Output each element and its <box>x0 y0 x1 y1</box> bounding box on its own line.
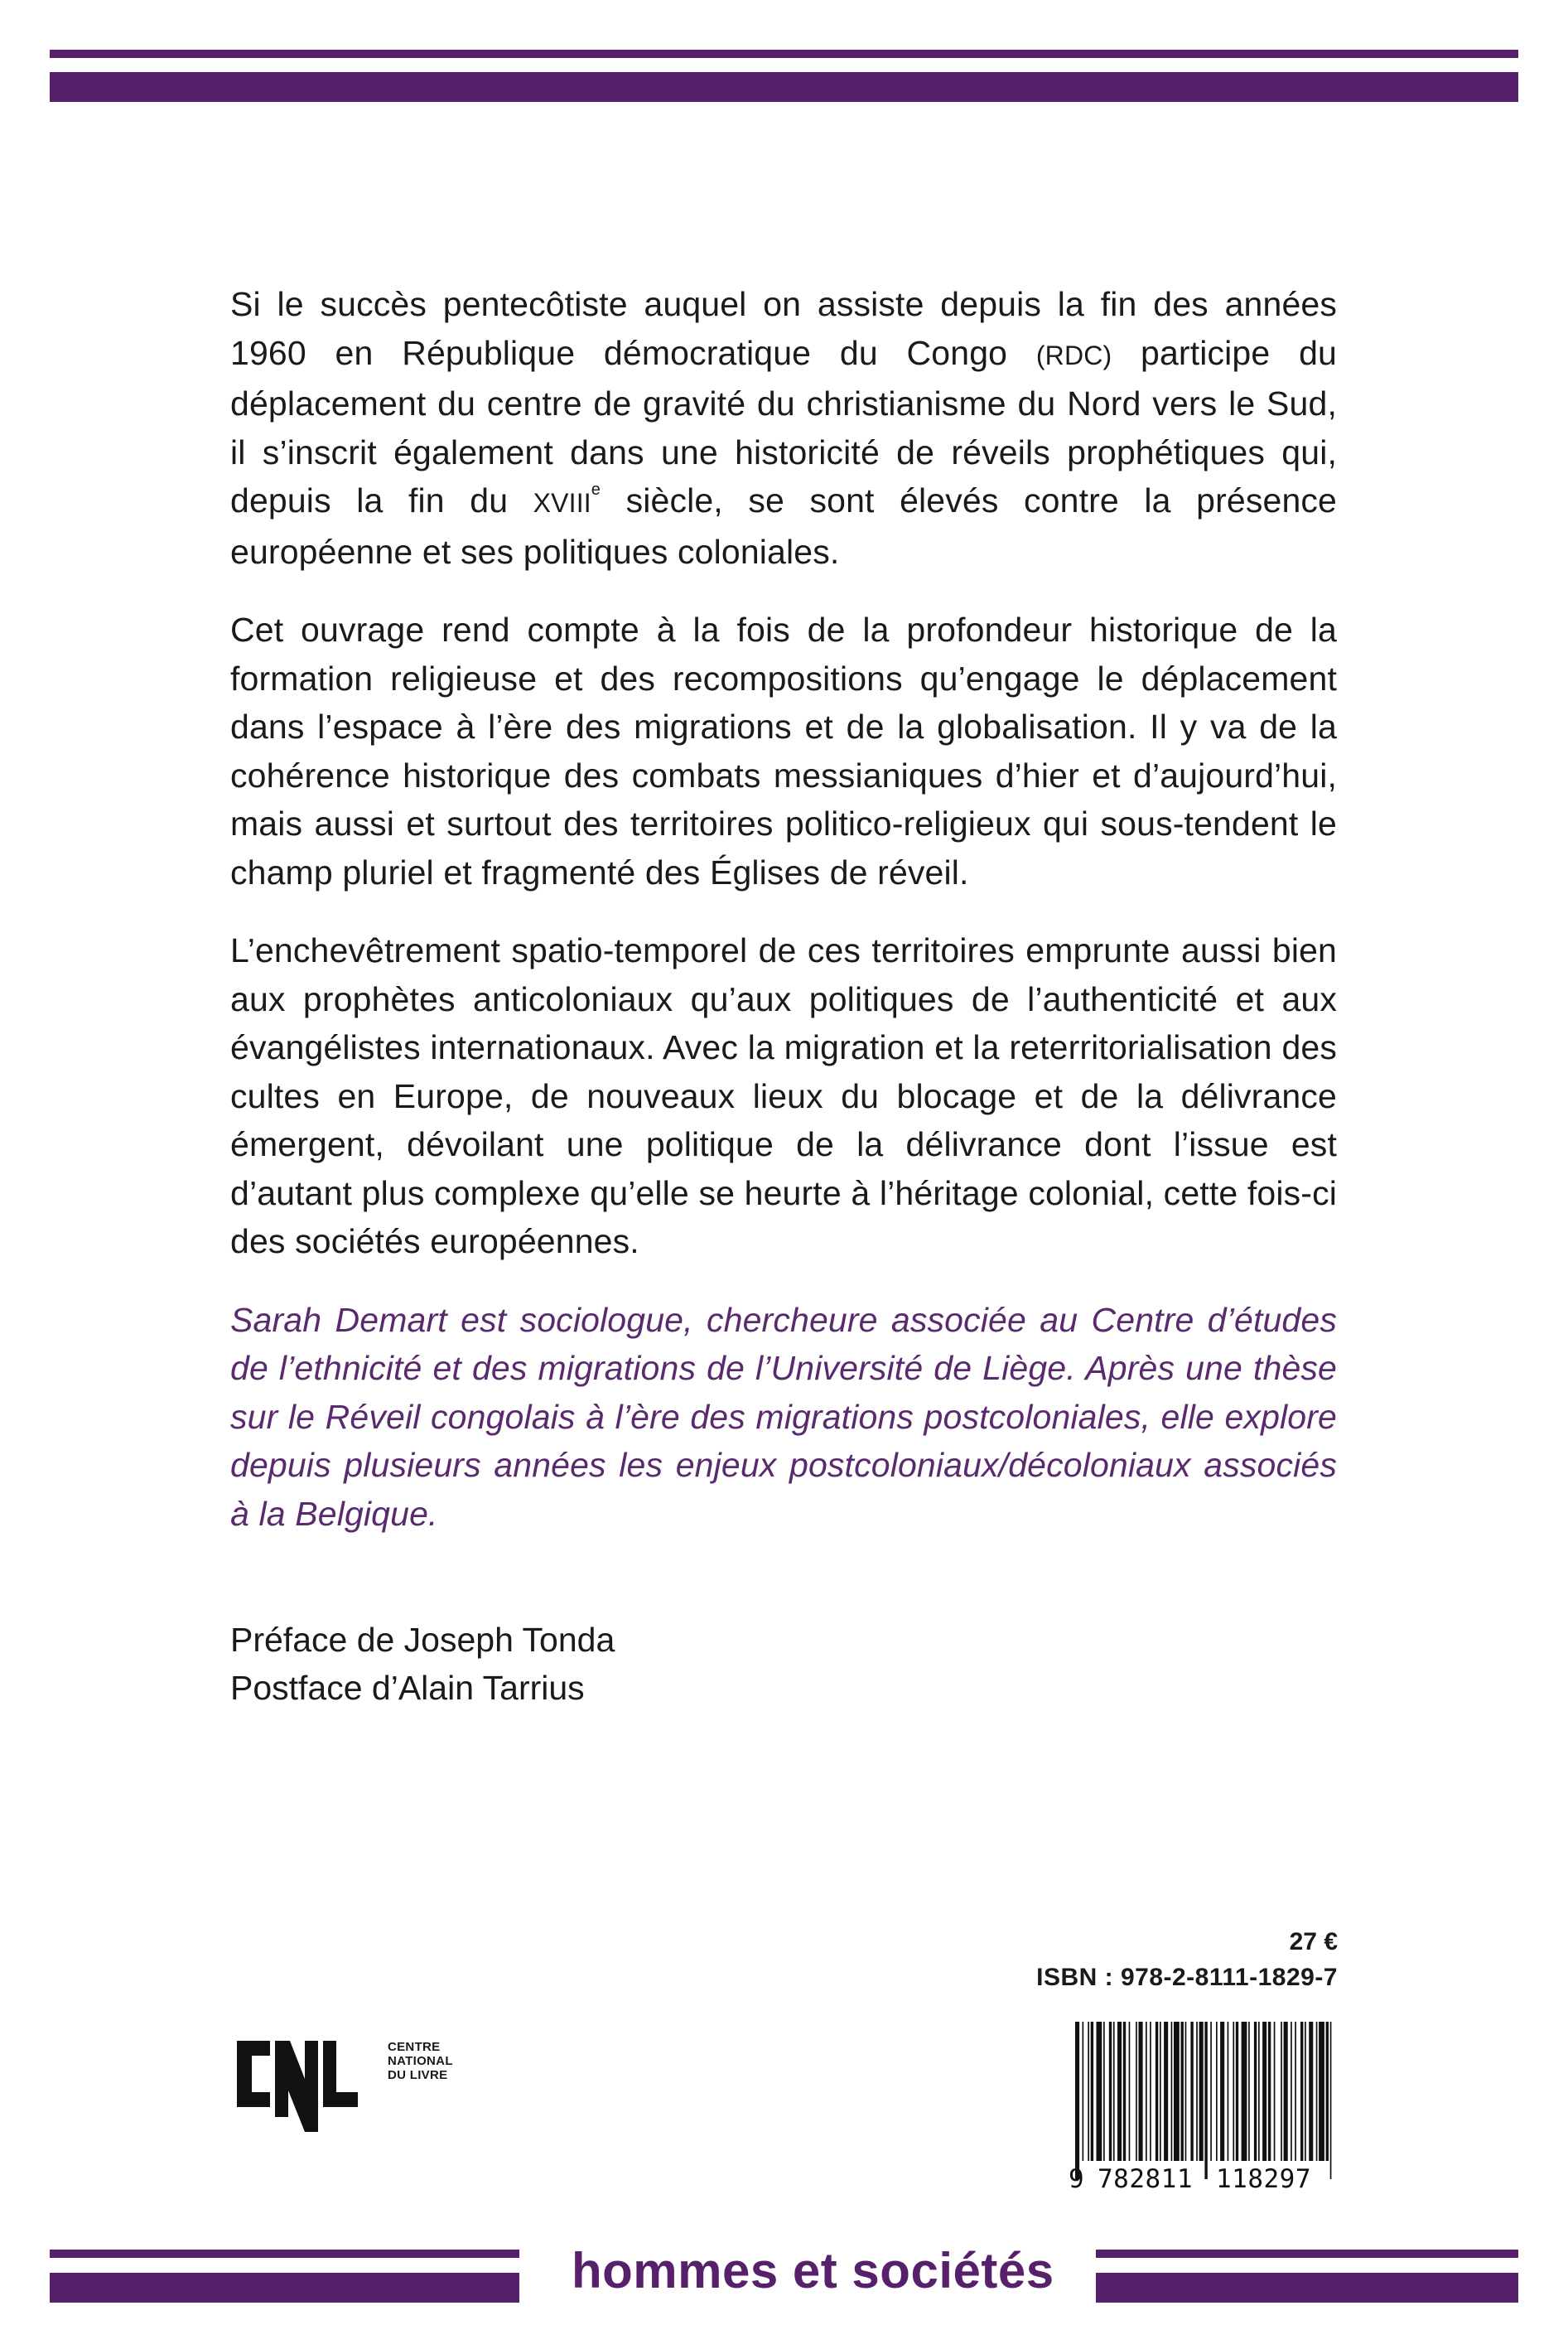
postface-credit: Postface d’Alain Tarrius <box>230 1669 585 1707</box>
paragraph-3: L’enchevêtrement spatio-temporel de ces territoires emprunte aussi bien aux prophètes anticoloniaux qu’aux politiques de l’authenticité et aux évangélistes internationaux. Avec la migration et la reterritorialisation des cultes en Europe, de nouveaux lieux du blocage et de la délivrance émergent, dévoilant une politique de la délivrance dont l’issue est d’autant plus complexe qu’elle se heurte à l’héritage colonial, cette fois-ci des sociétés européennes. <box>230 931 1337 1260</box>
preface-credit: Préface de Joseph Tonda <box>230 1621 615 1659</box>
price: 27 € <box>1289 1928 1338 1955</box>
cnl-logo-icon <box>229 2026 361 2134</box>
bottom-left-rule-thin <box>50 2250 519 2258</box>
paragraph-2: Cet ouvrage rend compte à la fois de la profondeur historique de la formation religieuse et des recompositions qu’engage le déplacement dans l’espace à l’ère des migrations et de la globalisation. Il y va de la cohérence historique des combats messianiques d’hier et d’aujourd’hui, mais aussi et surtout des territoires politico-religieux qui sous-tendent le champ pluriel et fragmenté des Églises de réveil. <box>230 611 1337 892</box>
cnl-wordmark: CENTRE NATIONAL DU LIVRE <box>388 2040 453 2082</box>
isbn: ISBN : 978-2-8111-1829-7 <box>1036 1964 1338 1991</box>
barcode-group-1: 782811 <box>1098 2164 1193 2194</box>
collection-title: hommes et sociétés <box>572 2243 1054 2298</box>
bottom-left-rule-thick <box>50 2273 519 2303</box>
top-rule-thin <box>50 50 1518 58</box>
credits <box>230 1616 615 1712</box>
bottom-right-rule-thin <box>1096 2250 1518 2258</box>
author-bio: Sarah Demart est sociologue, chercheure associée au Centre d’études de l’ethnicité et des migrations de l’Université de Liège. Après une thèse sur le Réveil congolais à l’ère des migrations postcoloniales, elle explore depuis plusieurs années les enjeux postcoloniaux/décoloniaux associés à la Belgique. <box>230 1300 1337 1533</box>
top-rule-thick <box>50 72 1518 102</box>
back-cover-text <box>230 280 1337 1568</box>
barcode-first-digit: 9 <box>1069 2164 1085 2194</box>
barcode-group-2: 118297 <box>1216 2164 1311 2194</box>
paragraph-1: Si le succès pentecôtiste auquel on assiste depuis la fin des années 1960 en République démocratique du Congo (RDC) participe du déplacement du centre de gravité du christianisme du Nord vers le Sud, il s’inscrit également dans une historicité de réveils prophétiques qui, depuis la fin du XVIIIe siècle, se sont élevés contre la présence européenne et ses politiques coloniales. <box>230 285 1337 571</box>
bottom-right-rule-thick <box>1096 2273 1518 2303</box>
